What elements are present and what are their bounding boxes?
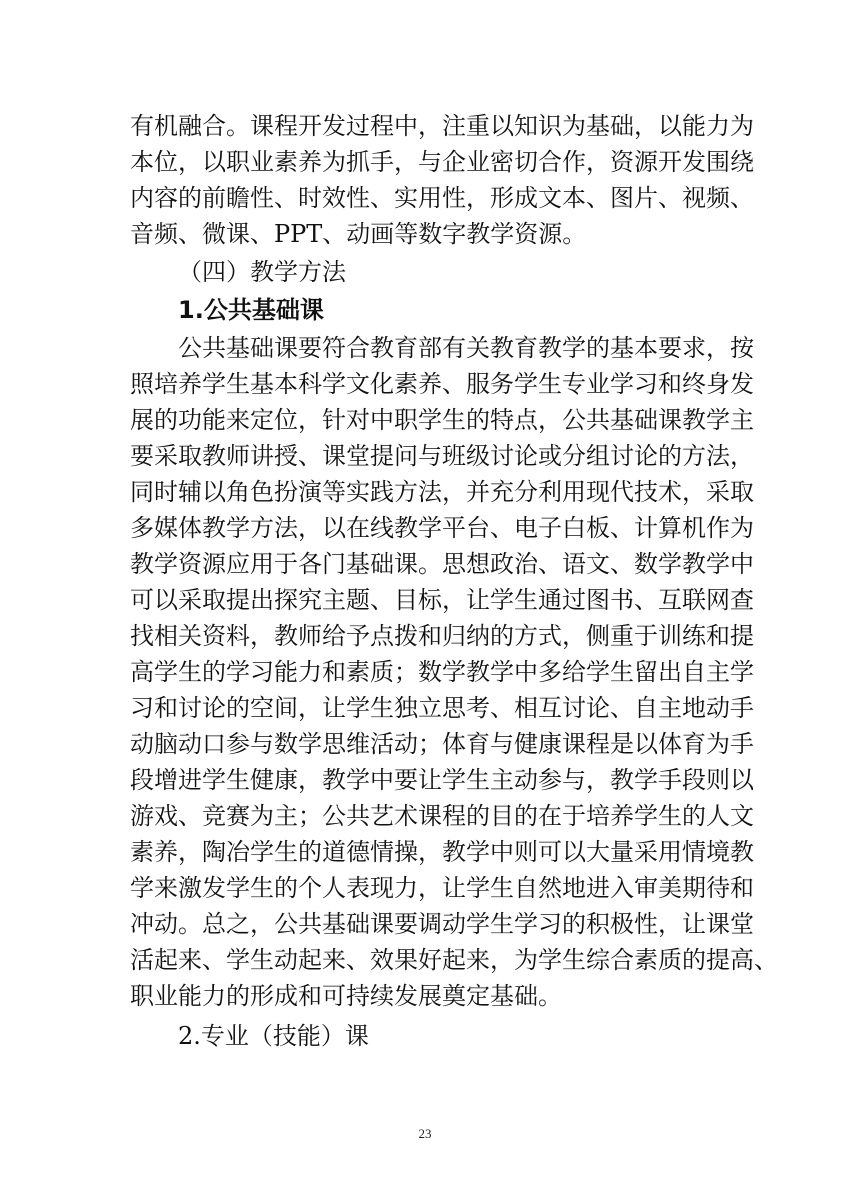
text-line: 冲动。总之，公共基础课要调动学生学习的积极性，让课堂 bbox=[130, 910, 754, 938]
text-line: 内容的前瞻性、时效性、实用性，形成文本、图片、视频、 bbox=[130, 184, 754, 212]
text-line: 游戏、竞赛为主；公共艺术课程的目的在于培养学生的人文 bbox=[130, 802, 754, 830]
text-line: 公共基础课要符合教育部有关教育教学的基本要求，按 bbox=[130, 334, 754, 362]
section-heading: （四）教学方法 bbox=[178, 258, 346, 286]
text-line: 活起来、学生动起来、效果好起来，为学生综合素质的提高、 bbox=[130, 946, 778, 974]
text-line: 要采取教师讲授、课堂提问与班级讨论或分组讨论的方法， bbox=[130, 442, 754, 470]
text-line: 本位，以职业素养为抓手，与企业密切合作，资源开发围绕 bbox=[130, 148, 754, 176]
text-line: 动脑动口参与数学思维活动；体育与健康课程是以体育为手 bbox=[130, 730, 754, 758]
text-line: 素养，陶冶学生的道德情操，教学中则可以大量采用情境教 bbox=[130, 838, 754, 866]
subheading-professional-courses: 2.专业（技能）课 bbox=[178, 1022, 369, 1050]
text-line: 音频、微课、PPT、动画等数字教学资源。 bbox=[130, 220, 587, 248]
text-line: 同时辅以角色扮演等实践方法，并充分利用现代技术，采取 bbox=[130, 478, 754, 506]
subheading-public-courses: 1.公共基础课 bbox=[178, 296, 324, 324]
text-line: 照培养学生基本科学文化素养、服务学生专业学习和终身发 bbox=[130, 370, 754, 398]
text-line: 有机融合。课程开发过程中，注重以知识为基础，以能力为 bbox=[130, 112, 754, 140]
text-line: 多媒体教学方法，以在线教学平台、电子白板、计算机作为 bbox=[130, 514, 754, 542]
page-number: 23 bbox=[418, 1126, 432, 1141]
text-line: 习和讨论的空间，让学生独立思考、相互讨论、自主地动手 bbox=[130, 694, 754, 722]
text-line: 职业能力的形成和可持续发展奠定基础。 bbox=[130, 982, 562, 1010]
text-line: 展的功能来定位，针对中职学生的特点，公共基础课教学主 bbox=[130, 406, 754, 434]
text-line: 段增进学生健康，教学中要让学生主动参与，教学手段则以 bbox=[130, 766, 754, 794]
text-line: 学来激发学生的个人表现力，让学生自然地进入审美期待和 bbox=[130, 874, 754, 902]
text-line: 教学资源应用于各门基础课。思想政治、语文、数学教学中 bbox=[130, 550, 754, 578]
text-line: 可以采取提出探究主题、目标，让学生通过图书、互联网查 bbox=[130, 586, 754, 614]
text-line: 找相关资料，教师给予点拨和归纳的方式，侧重于训练和提 bbox=[130, 622, 754, 650]
text-line: 高学生的学习能力和素质；数学教学中多给学生留出自主学 bbox=[130, 658, 754, 686]
